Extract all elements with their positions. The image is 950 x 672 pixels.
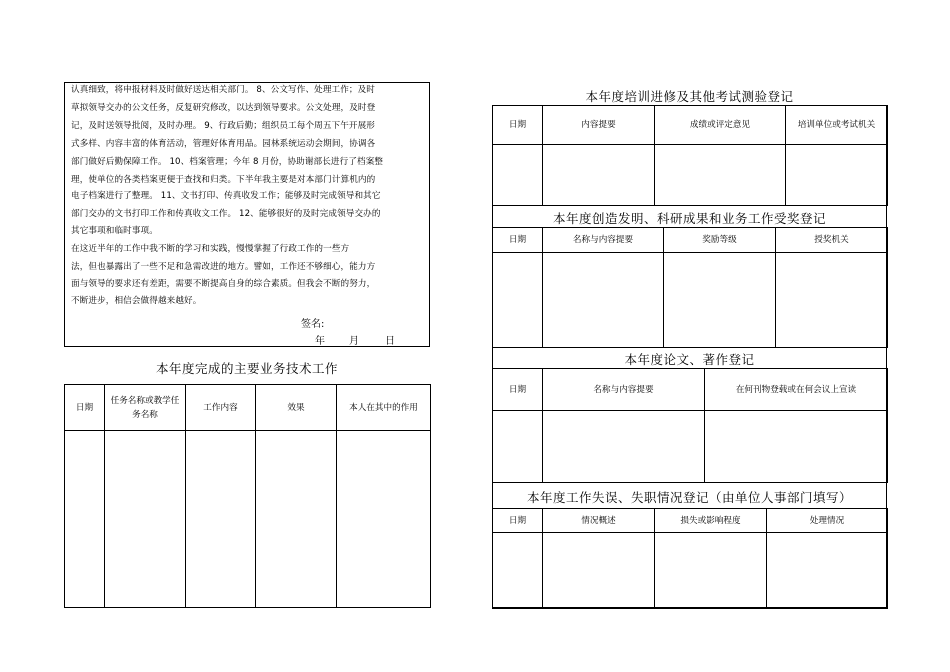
header-date: 日期 [493,369,543,411]
cell-empty[interactable] [767,533,888,609]
table-row [493,145,888,206]
awards-table [492,227,888,348]
signature-label: 签名: [301,319,325,330]
papers-table [492,368,888,483]
mistakes-table [492,508,888,609]
cell-empty[interactable] [256,431,337,608]
cell-empty[interactable] [776,253,888,348]
header-loss-impact: 损失或影响程度 [655,509,767,533]
cell-empty[interactable] [105,431,186,608]
tech-work-title: 本年度完成的主要业务技术工作 [155,361,338,376]
table-header-row [493,509,888,533]
summary-line: 部门交办的文书打印工作和传真收文工作。 12、能够很好的及时完成领导交办的 [71,209,381,219]
cell-empty[interactable] [493,145,543,206]
date-day-label: 日 [385,336,395,347]
summary-line: 在这近半年的工作中我不断的学习和实践，慢慢掌握了行政工作的一些方 [71,244,350,254]
table-row [493,253,888,348]
header-role: 本人在其中的作用 [337,385,431,431]
summary-line: 记，及时送领导批阅，及时办理。 9、行政后勤；组织员工每个周五下午开展形 [71,121,375,131]
summary-line: 不断进步，相信会做得越来越好。 [71,296,202,306]
cell-empty[interactable] [543,145,655,206]
table-header-row [65,385,431,431]
cell-empty[interactable] [493,533,543,609]
summary-line: 面与领导的要求还有差距，需要不断提高自身的综合素质。但我会不断的努力， [71,279,376,289]
date-month-label: 月 [349,336,359,347]
summary-line: 部门做好后勤保障工作。 10、档案管理；今年 8 月份，协助谢部长进行了档案整 [71,157,384,167]
header-content-summary: 内容提要 [543,106,655,145]
summary-line: 其它事项和临时事项。 [71,226,158,236]
summary-line: 认真细致，将申报材料及时做好送达相关部门。 8、公文写作、处理工作；及时 [71,85,375,95]
cell-empty[interactable] [543,533,655,609]
cell-empty[interactable] [493,411,543,483]
cell-empty[interactable] [655,145,786,206]
table-row [493,533,888,609]
work-summary-box [64,82,430,347]
summary-line: 法，但也暴露出了一些不足和急需改进的地方。譬如，工作还不够细心，能力方 [71,262,376,272]
header-award-level: 奖励等级 [664,228,776,253]
date-year-label: 年 [315,336,325,347]
cell-empty[interactable] [186,431,256,608]
header-name-summary: 名称与内容提要 [543,228,664,253]
header-date: 日期 [65,385,105,431]
summary-line: 草拟领导交办的公文任务，反复研究修改，以达到领导要求。公文处理，及时登 [71,103,376,113]
header-award-org: 授奖机关 [776,228,888,253]
table-header-row [493,228,888,253]
header-score: 成绩或评定意见 [655,106,786,145]
cell-empty[interactable] [705,411,888,483]
cell-empty[interactable] [664,253,776,348]
training-title: 本年度培训进修及其他考试测验登记 [585,89,794,104]
cell-empty[interactable] [493,253,543,348]
header-effect: 效果 [256,385,337,431]
cell-empty[interactable] [65,431,105,608]
header-task-name: 任务名称或教学任务名称 [105,385,186,431]
header-date: 日期 [493,106,543,145]
table-header-row [493,369,888,411]
header-work-content: 工作内容 [186,385,256,431]
cell-empty[interactable] [337,431,431,608]
header-date: 日期 [493,509,543,533]
header-training-unit: 培训单位或考试机关 [786,106,888,145]
summary-line: 式多样、内容丰富的体育活动，管理好体育用品。园林系统运动会期间，协调各 [71,139,376,149]
header-name-summary: 名称与内容提要 [543,369,705,411]
tech-work-table [64,384,431,608]
header-date: 日期 [493,228,543,253]
cell-empty[interactable] [543,253,664,348]
header-overview: 情况概述 [543,509,655,533]
mistakes-title: 本年度工作失误、失职情况登记（由单位人事部门填写） [526,490,852,505]
header-handling: 处理情况 [767,509,888,533]
cell-empty[interactable] [655,533,767,609]
awards-title: 本年度创造发明、科研成果和业务工作受奖登记 [552,211,826,226]
summary-line: 理，使单位的各类档案更便于查找和归类。下半年我主要是对本部门计算机内的 [71,175,376,185]
table-row [493,411,888,483]
papers-title: 本年度论文、著作登记 [624,352,755,367]
header-publication: 在何刊物登载或在何会议上宣读 [705,369,888,411]
training-table [492,105,888,206]
summary-line: 电子档案进行了整理。 11、文书打印、传真收发工作；能够及时完成领导和其它 [71,191,381,201]
table-header-row [493,106,888,145]
table-row [65,431,431,608]
cell-empty[interactable] [786,145,888,206]
cell-empty[interactable] [543,411,705,483]
